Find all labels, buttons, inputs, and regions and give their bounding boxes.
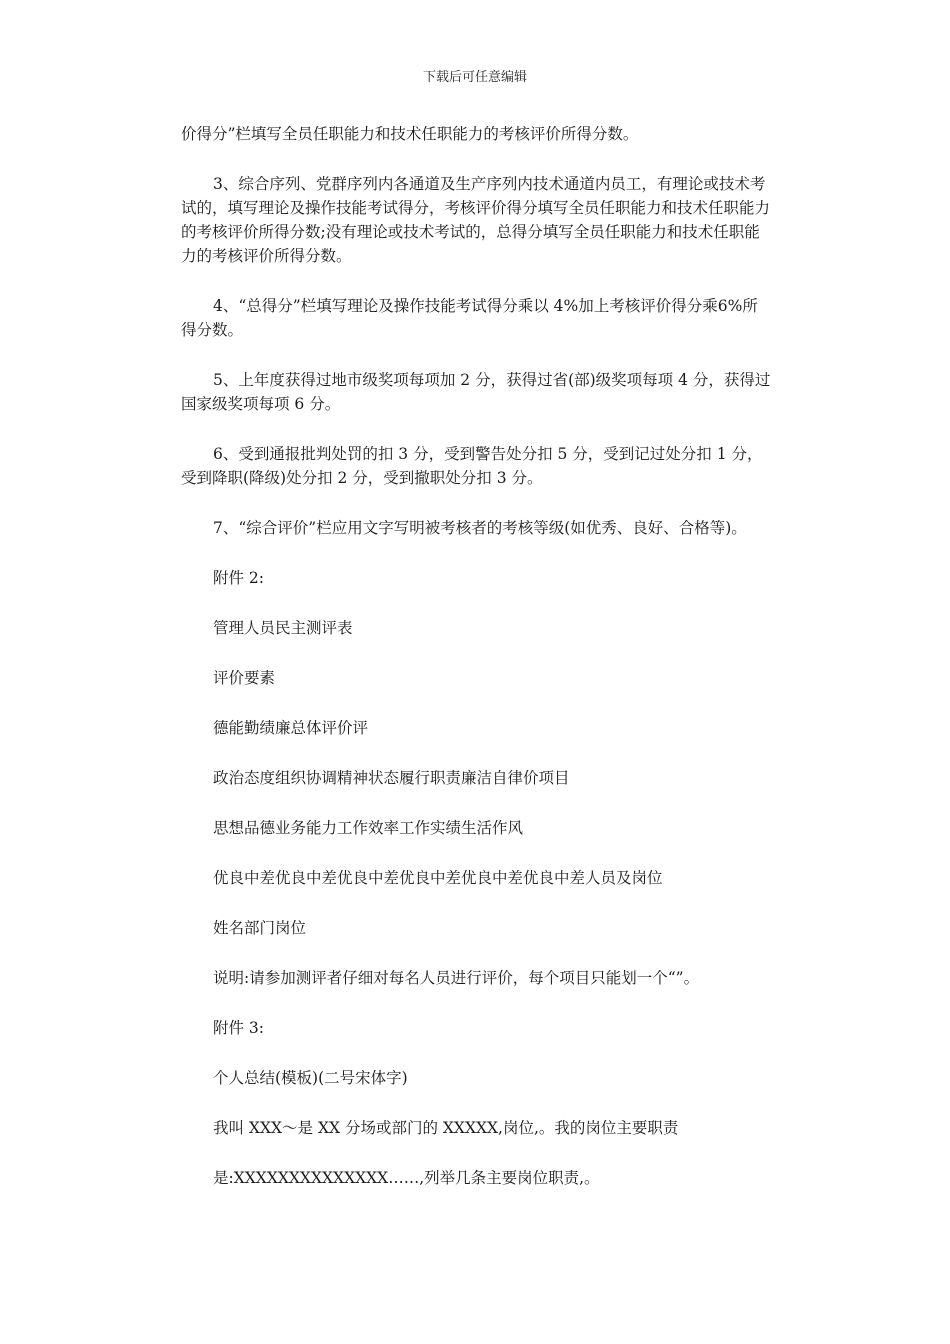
document-body bbox=[181, 122, 773, 1190]
name-department-row: 姓名部门岗位 bbox=[213, 919, 307, 937]
summary-intro-line: 我叫 XXX～是 XX 分场或部门的 XXXXX,岗位,。我的岗位主要职责 bbox=[213, 1119, 679, 1137]
evaluation-categories: 德能勤绩廉总体评价评 bbox=[213, 719, 369, 737]
rating-grades-row: 优良中差优良中差优良中差优良中差优良中差优良中差人员及岗位 bbox=[213, 869, 663, 887]
evaluation-items-row-1: 政治态度组织协调精神状态履行职责廉洁自律价项目 bbox=[213, 769, 570, 787]
paragraph-item-6: 6、受到通报批判处罚的扣 3 分，受到警告处分扣 5 分，受到记过处分扣 1 分，受到降职(降级)处分扣 2 分，受到撤职处分扣 3 分。 bbox=[181, 445, 763, 487]
instructions-note: 说明:请参加测评者仔细对每名人员进行评价，每个项目只能划一个“”。 bbox=[213, 969, 700, 987]
summary-template-title: 个人总结(模板)(二号宋体字) bbox=[213, 1069, 408, 1087]
evaluation-elements: 评价要素 bbox=[213, 669, 276, 687]
paragraph-item-7: 7、“综合评价”栏应用文字写明被考核者的考核等级(如优秀、良好、合格等)。 bbox=[213, 519, 747, 537]
summary-duties-line: 是:XXXXXXXXXXXXXX……,列举几条主要岗位职责,。 bbox=[213, 1169, 600, 1187]
attachment-3-heading: 附件 3: bbox=[213, 1019, 265, 1037]
paragraph-continuation: 价得分”栏填写全员任职能力和技术任职能力的考核评价所得分数。 bbox=[181, 125, 639, 143]
evaluation-form-title: 管理人员民主测评表 bbox=[213, 619, 353, 637]
paragraph-item-3: 3、综合序列、党群序列内各通道及生产序列内技术通道内员工，有理论或技术考试的，填写理论及操作技能考试得分，考核评价得分填写全员任职能力和技术任职能力的考核评价所得分数;没有理论或技术考试的，总得分填写全员任职能力和技术任职能力的考核评价所得分数。 bbox=[181, 175, 771, 265]
paragraph-item-5: 5、上年度获得过地市级奖项每项加 2 分，获得过省(部)级奖项每项 4 分，获得过国家级奖项每项 6 分。 bbox=[181, 371, 771, 413]
attachment-2-heading: 附件 2: bbox=[213, 569, 265, 587]
evaluation-items-row-2: 思想品德业务能力工作效率工作实绩生活作风 bbox=[213, 819, 524, 837]
paragraph-item-4: 4、“总得分”栏填写理论及操作技能考试得分乘以 4%加上考核评价得分乘6%所得分数。 bbox=[181, 297, 758, 339]
page-header: 下载后可任意编辑 bbox=[422, 70, 527, 85]
